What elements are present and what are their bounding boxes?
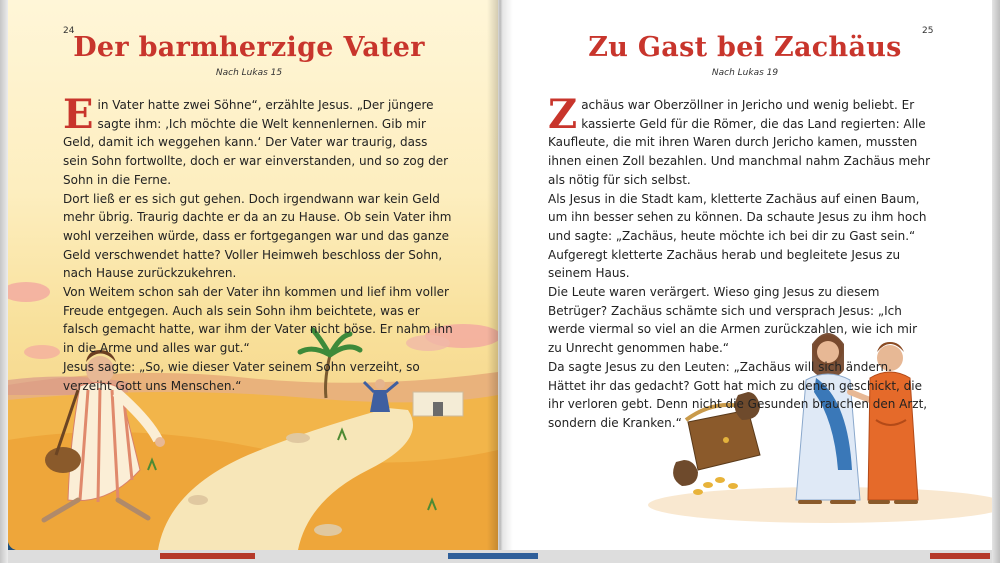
- left-page: [8, 0, 498, 550]
- book-edge-left: [0, 0, 8, 563]
- bottom-stripe: [160, 553, 255, 559]
- paragraph: Von Weitem schon sah der Vater ihn kommen und lief ihm voller Freude entgegen. Auch als sein Sohn ihm beichtete, was er falsch gemacht hatte, war ihm der Vater nicht böse. Er nahm ihn in die Arme und alles war gut.“: [63, 285, 453, 356]
- page-number: 24: [63, 26, 75, 36]
- story-title: Der barmherzige Vater: [73, 32, 425, 63]
- paragraph: Die Leute waren verärgert. Wieso ging Jesus zu diesem Betrüger? Zachäus schämte sich und versprach Jesus: „Ich werde viermal so viel an die Armen zurückzahlen, wie ich mir zu Unrecht genommen habe.“: [548, 285, 918, 356]
- paragraph: Zachäus war Oberzöllner in Jericho und wenig beliebt. Er kassierte Geld für die Römer, die das Land regierten: Alle Kaufleute, die mit ihren Waren durch Jericho kamen, mussten ihnen einen Zoll bezahlen. Und manchmal nahm Zachäus mehr als nötig für sich selbst.: [548, 91, 931, 187]
- bottom-stripe: [930, 553, 990, 559]
- paragraph: Da sagte Jesus zu den Leuten: „Zachäus will sich ändern. Hättet ihr das gedacht? Gott hat mich zu denen geschickt, die ihr verloren gebt. Denn nicht die Gesunden brauchen den Arzt, sondern die Kranken.“: [548, 359, 928, 430]
- story-reference: Nach Lukas 15: [215, 68, 283, 78]
- story-text: [63, 91, 455, 395]
- book-edge-right: [992, 0, 1000, 563]
- page-number: 25: [922, 26, 934, 36]
- story-title: Zu Gast bei Zachäus: [588, 32, 902, 63]
- paragraph: Jesus sagte: „So, wie dieser Vater seinem Sohn verzeiht, so verzeiht Gott uns Menschen.“: [63, 359, 420, 393]
- drop-cap: Z: [548, 91, 578, 138]
- drop-cap: E: [63, 91, 94, 138]
- bottom-stripe: [448, 553, 538, 559]
- paragraph: Ein Vater hatte zwei Söhne“, erzählte Jesus. „Der jüngere sagte ihm: ‚Ich möchte die Welt kennenlernen. Gib mir Geld, damit ich weggehen kann.‘ Der Vater war traurig, dass sein Sohn fortwollte, doch er war einverstanden, und so zog der Sohn in die Ferne.: [63, 91, 449, 187]
- paragraph: Dort ließ er es sich gut gehen. Doch irgendwann war kein Geld mehr übrig. Traurig dachte er da an zu Hause. Ob sein Vater ihm wohl verzeihen würde, dass er fortgegangen war und das ganze Geld verschwendet hatte? Voller Heimweh beschloss der Sohn, nach Hause zurückzukehren.: [63, 191, 452, 281]
- story-reference: Nach Lukas 19: [711, 68, 779, 78]
- paragraph: Als Jesus in die Stadt kam, kletterte Zachäus auf einen Baum, um ihn besser sehen zu können. Da schaute Jesus zu ihm hoch und sagte: „Zachäus, heute möchte ich bei dir zu Gast sein.“ Aufgeregt kletterte Zachäus herab und begleitete Jesus zu seinem Haus.: [548, 191, 927, 281]
- right-page: [498, 0, 992, 550]
- story-text: [548, 91, 932, 433]
- book-spine: [487, 0, 513, 550]
